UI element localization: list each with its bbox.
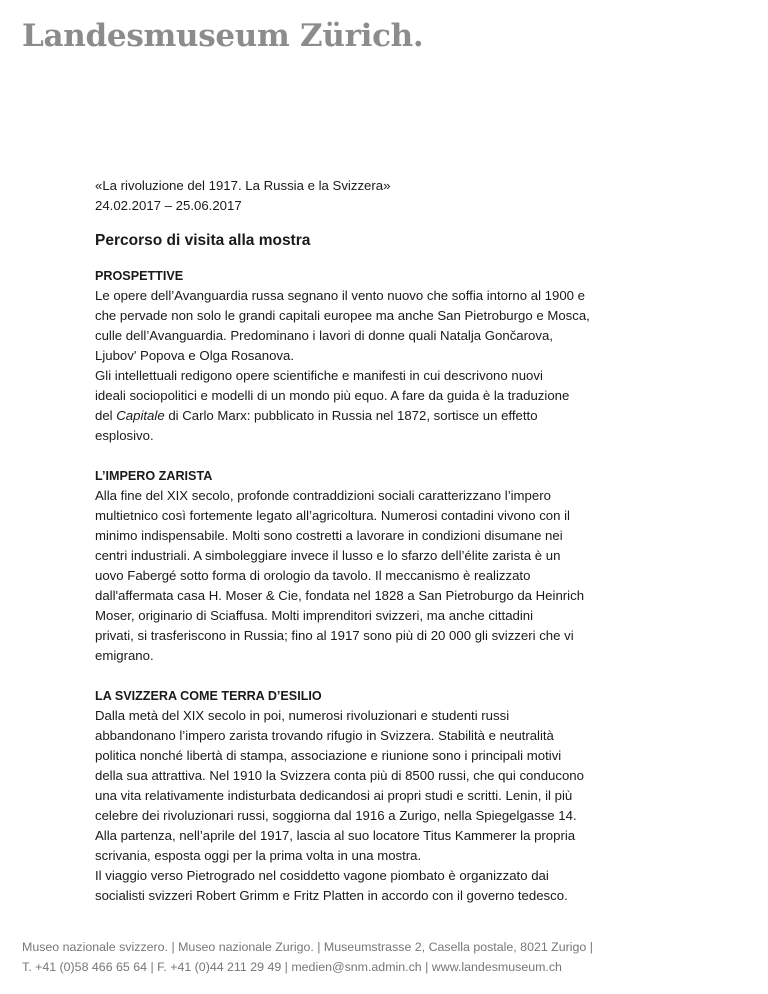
exhibition-dates: 24.02.2017 – 25.06.2017 xyxy=(95,198,242,213)
text-segment: Il viaggio verso Pietrogrado nel cosiddetto vagone piombato è organizzato dai xyxy=(95,868,549,883)
paragraph-line xyxy=(95,426,665,446)
section-heading: LA SVIZZERA COME TERRA D’ESILIO xyxy=(95,689,322,703)
text-segment: minimo indispensabile. Molti sono costretti a lavorare in condizioni disumane nei xyxy=(95,528,563,543)
exhibition-title: «La rivoluzione del 1917. La Russia e la Svizzera» xyxy=(95,178,391,193)
text-segment: politica nonché libertà di stampa, associazione e riunione sono i principali motivi xyxy=(95,748,562,763)
text-segment: Le opere dell’Avanguardia russa segnano il vento nuovo che soffia intorno al 1900 e xyxy=(95,288,585,303)
text-segment: Moser, originario di Sciaffusa. Molti imprenditori svizzeri, ma anche cittadini xyxy=(95,608,534,623)
text-segment: abbandonano l’impero zarista trovando rifugio in Svizzera. Stabilità e neutralità xyxy=(95,728,554,743)
paragraph-line xyxy=(95,586,665,606)
paragraph-line xyxy=(95,766,665,786)
text-segment: Dalla metà del XIX secolo in poi, numerosi rivoluzionari e studenti russi xyxy=(95,708,510,723)
paragraph-line xyxy=(95,626,665,646)
paragraph-line xyxy=(95,806,665,826)
text-segment: che pervade non solo le grandi capitali europee ma anche San Pietroburgo e Mosca, xyxy=(95,308,590,323)
paragraph-line xyxy=(95,846,665,866)
page-footer xyxy=(22,937,593,977)
text-segment: scrivania, esposta oggi per la prima volta in una mostra. xyxy=(95,848,422,863)
text-segment: del xyxy=(95,408,117,423)
paragraph-line xyxy=(95,386,665,406)
paragraph-line xyxy=(95,546,665,566)
document-header xyxy=(95,176,390,216)
text-segment: della sua attrattiva. Nel 1910 la Svizzera conta più di 8500 russi, che qui conducono xyxy=(95,768,584,783)
page-title: Percorso di visita alla mostra xyxy=(95,232,311,249)
text-segment: ideali sociopolitici e modelli di un mondo più equo. A fare da guida è la traduzione xyxy=(95,388,570,403)
section xyxy=(95,686,665,906)
text-segment: emigrano. xyxy=(95,648,154,663)
paragraph-line xyxy=(95,326,665,346)
paragraph-line xyxy=(95,866,665,886)
paragraph-line xyxy=(95,506,665,526)
section xyxy=(95,266,665,446)
text-segment: esplosivo. xyxy=(95,428,154,443)
footer-contact: T. +41 (0)58 466 65 64 | F. +41 (0)44 211 29 49 | medien@snm.admin.ch | www.landesmuseum.ch xyxy=(22,960,562,974)
paragraph-line xyxy=(95,726,665,746)
text-segment: Alla fine del XIX secolo, profonde contraddizioni sociali caratterizzano l’impero xyxy=(95,488,551,503)
text-segment: privati, si trasferiscono in Russia; fino al 1917 sono più di 20 000 gli svizzeri che vi xyxy=(95,628,574,643)
text-segment: multietnico così fortemente legato all’agricoltura. Numerosi contadini vivono con il xyxy=(95,508,570,523)
paragraph-line xyxy=(95,486,665,506)
text-segment: celebre dei rivoluzionari russi, soggiorna dal 1916 a Zurigo, nella Spiegelgasse 14. xyxy=(95,808,577,823)
paragraph-line xyxy=(95,566,665,586)
paragraph-line xyxy=(95,526,665,546)
paragraph-line xyxy=(95,706,665,726)
document-body xyxy=(95,266,665,926)
paragraph-line xyxy=(95,826,665,846)
text-segment: Ljubov' Popova e Olga Rosanova. xyxy=(95,348,294,363)
text-segment: culle dell’Avanguardia. Predominano i lavori di donne quali Natalja Gončarova, xyxy=(95,328,553,343)
paragraph-line xyxy=(95,306,665,326)
text-segment: uovo Fabergé sotto forma di orologio da tavolo. Il meccanismo è realizzato xyxy=(95,568,531,583)
paragraph-line xyxy=(95,886,665,906)
section-heading: L’IMPERO ZARISTA xyxy=(95,469,213,483)
paragraph-line xyxy=(95,746,665,766)
section-heading: PROSPETTIVE xyxy=(95,269,184,283)
text-segment: una vita relativamente indisturbata dedicandosi ai propri studi e scritti. Lenin, il più xyxy=(95,788,573,803)
text-segment: Alla partenza, nell’aprile del 1917, lascia al suo locatore Titus Kammerer la propria xyxy=(95,828,576,843)
text-segment: di Carlo Marx: pubblicato in Russia nel 1872, sortisce un effetto xyxy=(164,408,538,423)
paragraph-line xyxy=(95,646,665,666)
paragraph-line xyxy=(95,406,665,426)
text-segment: socialisti svizzeri Robert Grimm e Fritz Platten in accordo con il governo tedesco. xyxy=(95,888,568,903)
paragraph-line xyxy=(95,286,665,306)
paragraph-line xyxy=(95,606,665,626)
paragraph-line xyxy=(95,786,665,806)
italic-text: Capitale xyxy=(116,408,165,423)
text-segment: dall'affermata casa H. Moser & Cie, fondata nel 1828 a San Pietroburgo da Heinrich xyxy=(95,588,585,603)
text-segment: centri industriali. A simboleggiare invece il lusso e lo sfarzo dell’élite zarista è un xyxy=(95,548,561,563)
museum-logo: Landesmuseum Zürich. xyxy=(22,18,424,54)
section xyxy=(95,466,665,666)
text-segment: Gli intellettuali redigono opere scientifiche e manifesti in cui descrivono nuovi xyxy=(95,368,543,383)
paragraph-line xyxy=(95,346,665,366)
footer-address: Museo nazionale svizzero. | Museo nazionale Zurigo. | Museumstrasse 2, Casella postale, 8021 Zurigo | xyxy=(22,940,593,954)
paragraph-line xyxy=(95,366,665,386)
